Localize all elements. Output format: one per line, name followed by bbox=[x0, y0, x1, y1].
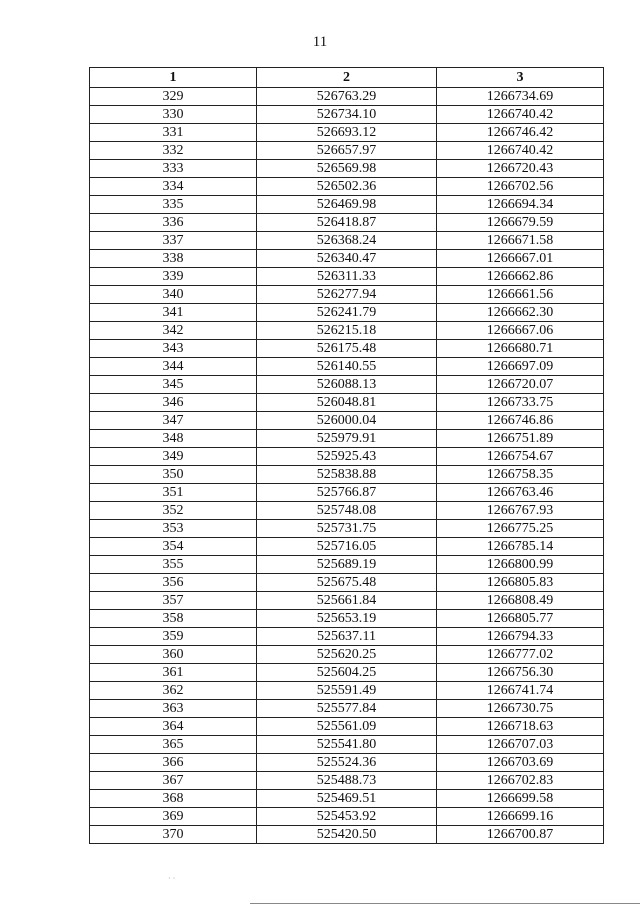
bottom-edge-line bbox=[250, 903, 640, 904]
y-coordinate-cell: 1266730.75 bbox=[437, 700, 604, 718]
table-row bbox=[90, 718, 604, 736]
x-coordinate-cell: 525838.88 bbox=[257, 466, 437, 484]
y-coordinate-cell: 1266671.58 bbox=[437, 232, 604, 250]
table-row bbox=[90, 808, 604, 826]
point-number-cell: 367 bbox=[90, 772, 257, 790]
table-row bbox=[90, 430, 604, 448]
x-coordinate-cell: 525561.09 bbox=[257, 718, 437, 736]
y-coordinate-cell: 1266702.83 bbox=[437, 772, 604, 790]
x-coordinate-cell: 525748.08 bbox=[257, 502, 437, 520]
x-coordinate-cell: 526175.48 bbox=[257, 340, 437, 358]
table-row bbox=[90, 736, 604, 754]
x-coordinate-cell: 525453.92 bbox=[257, 808, 437, 826]
table-row bbox=[90, 826, 604, 844]
x-coordinate-cell: 525979.91 bbox=[257, 430, 437, 448]
point-number-cell: 350 bbox=[90, 466, 257, 484]
coordinates-table bbox=[89, 67, 604, 844]
x-coordinate-cell: 525577.84 bbox=[257, 700, 437, 718]
point-number-cell: 345 bbox=[90, 376, 257, 394]
x-coordinate-cell: 526763.29 bbox=[257, 88, 437, 106]
point-number-cell: 349 bbox=[90, 448, 257, 466]
y-coordinate-cell: 1266746.42 bbox=[437, 124, 604, 142]
x-coordinate-cell: 526418.87 bbox=[257, 214, 437, 232]
table-row bbox=[90, 790, 604, 808]
x-coordinate-cell: 526657.97 bbox=[257, 142, 437, 160]
point-number-cell: 341 bbox=[90, 304, 257, 322]
y-coordinate-cell: 1266800.99 bbox=[437, 556, 604, 574]
x-coordinate-cell: 526693.12 bbox=[257, 124, 437, 142]
x-coordinate-cell: 525620.25 bbox=[257, 646, 437, 664]
x-coordinate-cell: 525675.48 bbox=[257, 574, 437, 592]
point-number-cell: 357 bbox=[90, 592, 257, 610]
y-coordinate-cell: 1266680.71 bbox=[437, 340, 604, 358]
point-number-cell: 369 bbox=[90, 808, 257, 826]
table-row bbox=[90, 178, 604, 196]
point-number-cell: 338 bbox=[90, 250, 257, 268]
y-coordinate-cell: 1266794.33 bbox=[437, 628, 604, 646]
x-coordinate-cell: 526502.36 bbox=[257, 178, 437, 196]
y-coordinate-cell: 1266702.56 bbox=[437, 178, 604, 196]
y-coordinate-cell: 1266679.59 bbox=[437, 214, 604, 232]
x-coordinate-cell: 526469.98 bbox=[257, 196, 437, 214]
x-coordinate-cell: 526088.13 bbox=[257, 376, 437, 394]
table-row bbox=[90, 340, 604, 358]
x-coordinate-cell: 525731.75 bbox=[257, 520, 437, 538]
x-coordinate-cell: 526340.47 bbox=[257, 250, 437, 268]
point-number-cell: 353 bbox=[90, 520, 257, 538]
y-coordinate-cell: 1266805.83 bbox=[437, 574, 604, 592]
y-coordinate-cell: 1266740.42 bbox=[437, 106, 604, 124]
x-coordinate-cell: 525524.36 bbox=[257, 754, 437, 772]
point-number-cell: 331 bbox=[90, 124, 257, 142]
table-row bbox=[90, 214, 604, 232]
point-number-cell: 336 bbox=[90, 214, 257, 232]
x-coordinate-cell: 525469.51 bbox=[257, 790, 437, 808]
point-number-cell: 366 bbox=[90, 754, 257, 772]
y-coordinate-cell: 1266667.01 bbox=[437, 250, 604, 268]
point-number-cell: 352 bbox=[90, 502, 257, 520]
x-coordinate-cell: 526734.10 bbox=[257, 106, 437, 124]
y-coordinate-cell: 1266694.34 bbox=[437, 196, 604, 214]
table-row bbox=[90, 700, 604, 718]
y-coordinate-cell: 1266767.93 bbox=[437, 502, 604, 520]
x-coordinate-cell: 525488.73 bbox=[257, 772, 437, 790]
x-coordinate-cell: 525420.50 bbox=[257, 826, 437, 844]
point-number-cell: 355 bbox=[90, 556, 257, 574]
point-number-cell: 329 bbox=[90, 88, 257, 106]
table-row bbox=[90, 664, 604, 682]
point-number-cell: 335 bbox=[90, 196, 257, 214]
point-number-cell: 368 bbox=[90, 790, 257, 808]
table-row bbox=[90, 196, 604, 214]
y-coordinate-cell: 1266775.25 bbox=[437, 520, 604, 538]
x-coordinate-cell: 526241.79 bbox=[257, 304, 437, 322]
y-coordinate-cell: 1266661.56 bbox=[437, 286, 604, 304]
point-number-cell: 360 bbox=[90, 646, 257, 664]
table-row bbox=[90, 124, 604, 142]
y-coordinate-cell: 1266777.02 bbox=[437, 646, 604, 664]
x-coordinate-cell: 525653.19 bbox=[257, 610, 437, 628]
table-row bbox=[90, 484, 604, 502]
point-number-cell: 347 bbox=[90, 412, 257, 430]
table-row bbox=[90, 412, 604, 430]
y-coordinate-cell: 1266746.86 bbox=[437, 412, 604, 430]
point-number-cell: 337 bbox=[90, 232, 257, 250]
x-coordinate-cell: 526311.33 bbox=[257, 268, 437, 286]
y-coordinate-cell: 1266808.49 bbox=[437, 592, 604, 610]
page-number: 11 bbox=[312, 34, 328, 50]
y-coordinate-cell: 1266751.89 bbox=[437, 430, 604, 448]
x-coordinate-cell: 526277.94 bbox=[257, 286, 437, 304]
table-row bbox=[90, 448, 604, 466]
point-number-cell: 339 bbox=[90, 268, 257, 286]
x-coordinate-cell: 525541.80 bbox=[257, 736, 437, 754]
point-number-cell: 346 bbox=[90, 394, 257, 412]
x-coordinate-cell: 526048.81 bbox=[257, 394, 437, 412]
y-coordinate-cell: 1266697.09 bbox=[437, 358, 604, 376]
table-row bbox=[90, 268, 604, 286]
table-row bbox=[90, 376, 604, 394]
table-row bbox=[90, 502, 604, 520]
table-row bbox=[90, 610, 604, 628]
y-coordinate-cell: 1266707.03 bbox=[437, 736, 604, 754]
table-row bbox=[90, 304, 604, 322]
table-header-row bbox=[90, 68, 604, 88]
table-row bbox=[90, 574, 604, 592]
y-coordinate-cell: 1266720.43 bbox=[437, 160, 604, 178]
point-number-cell: 333 bbox=[90, 160, 257, 178]
y-coordinate-cell: 1266703.69 bbox=[437, 754, 604, 772]
table-row bbox=[90, 628, 604, 646]
y-coordinate-cell: 1266740.42 bbox=[437, 142, 604, 160]
table-row bbox=[90, 394, 604, 412]
table-row bbox=[90, 232, 604, 250]
column-header-1: 1 bbox=[90, 68, 257, 88]
table-body bbox=[90, 88, 604, 844]
x-coordinate-cell: 525689.19 bbox=[257, 556, 437, 574]
y-coordinate-cell: 1266763.46 bbox=[437, 484, 604, 502]
table-row bbox=[90, 538, 604, 556]
point-number-cell: 365 bbox=[90, 736, 257, 754]
table-row bbox=[90, 682, 604, 700]
point-number-cell: 348 bbox=[90, 430, 257, 448]
x-coordinate-cell: 526000.04 bbox=[257, 412, 437, 430]
table-row bbox=[90, 160, 604, 178]
table-row bbox=[90, 250, 604, 268]
x-coordinate-cell: 526569.98 bbox=[257, 160, 437, 178]
point-number-cell: 340 bbox=[90, 286, 257, 304]
point-number-cell: 356 bbox=[90, 574, 257, 592]
x-coordinate-cell: 526368.24 bbox=[257, 232, 437, 250]
point-number-cell: 330 bbox=[90, 106, 257, 124]
y-coordinate-cell: 1266733.75 bbox=[437, 394, 604, 412]
x-coordinate-cell: 525661.84 bbox=[257, 592, 437, 610]
table-row bbox=[90, 286, 604, 304]
x-coordinate-cell: 525637.11 bbox=[257, 628, 437, 646]
table-row bbox=[90, 772, 604, 790]
y-coordinate-cell: 1266699.16 bbox=[437, 808, 604, 826]
y-coordinate-cell: 1266785.14 bbox=[437, 538, 604, 556]
y-coordinate-cell: 1266700.87 bbox=[437, 826, 604, 844]
y-coordinate-cell: 1266805.77 bbox=[437, 610, 604, 628]
y-coordinate-cell: 1266754.67 bbox=[437, 448, 604, 466]
point-number-cell: 358 bbox=[90, 610, 257, 628]
y-coordinate-cell: 1266734.69 bbox=[437, 88, 604, 106]
table-row bbox=[90, 754, 604, 772]
point-number-cell: 363 bbox=[90, 700, 257, 718]
table-row bbox=[90, 466, 604, 484]
y-coordinate-cell: 1266758.35 bbox=[437, 466, 604, 484]
table-row bbox=[90, 556, 604, 574]
y-coordinate-cell: 1266699.58 bbox=[437, 790, 604, 808]
x-coordinate-cell: 526215.18 bbox=[257, 322, 437, 340]
scan-speck: · · bbox=[168, 874, 176, 883]
y-coordinate-cell: 1266718.63 bbox=[437, 718, 604, 736]
y-coordinate-cell: 1266667.06 bbox=[437, 322, 604, 340]
point-number-cell: 364 bbox=[90, 718, 257, 736]
table-row bbox=[90, 88, 604, 106]
y-coordinate-cell: 1266662.30 bbox=[437, 304, 604, 322]
point-number-cell: 344 bbox=[90, 358, 257, 376]
column-header-3: 3 bbox=[437, 68, 604, 88]
table-row bbox=[90, 142, 604, 160]
point-number-cell: 343 bbox=[90, 340, 257, 358]
table-row bbox=[90, 520, 604, 538]
point-number-cell: 351 bbox=[90, 484, 257, 502]
table-row bbox=[90, 106, 604, 124]
point-number-cell: 370 bbox=[90, 826, 257, 844]
table-row bbox=[90, 358, 604, 376]
table-row bbox=[90, 592, 604, 610]
point-number-cell: 354 bbox=[90, 538, 257, 556]
y-coordinate-cell: 1266662.86 bbox=[437, 268, 604, 286]
x-coordinate-cell: 525766.87 bbox=[257, 484, 437, 502]
column-header-2: 2 bbox=[257, 68, 437, 88]
point-number-cell: 342 bbox=[90, 322, 257, 340]
point-number-cell: 332 bbox=[90, 142, 257, 160]
y-coordinate-cell: 1266756.30 bbox=[437, 664, 604, 682]
x-coordinate-cell: 525604.25 bbox=[257, 664, 437, 682]
y-coordinate-cell: 1266720.07 bbox=[437, 376, 604, 394]
table-row bbox=[90, 322, 604, 340]
point-number-cell: 334 bbox=[90, 178, 257, 196]
x-coordinate-cell: 525716.05 bbox=[257, 538, 437, 556]
y-coordinate-cell: 1266741.74 bbox=[437, 682, 604, 700]
point-number-cell: 362 bbox=[90, 682, 257, 700]
point-number-cell: 361 bbox=[90, 664, 257, 682]
point-number-cell: 359 bbox=[90, 628, 257, 646]
x-coordinate-cell: 525925.43 bbox=[257, 448, 437, 466]
table-row bbox=[90, 646, 604, 664]
x-coordinate-cell: 526140.55 bbox=[257, 358, 437, 376]
x-coordinate-cell: 525591.49 bbox=[257, 682, 437, 700]
